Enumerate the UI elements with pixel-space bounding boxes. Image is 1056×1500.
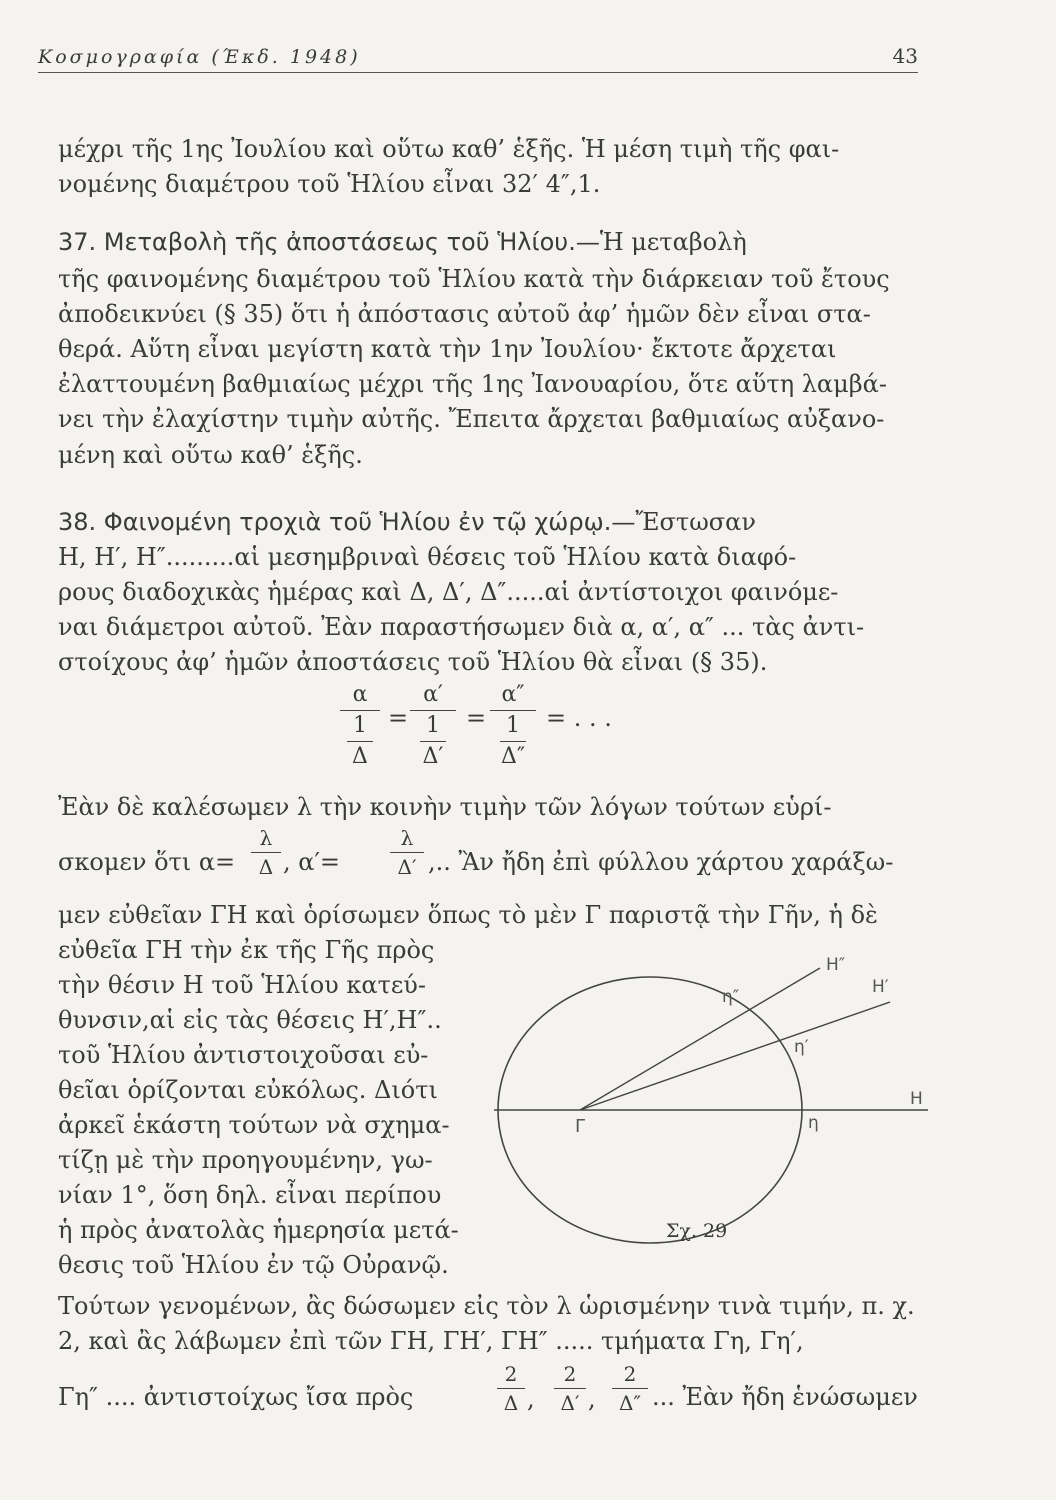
text-fragment: ... Ἐὰν ἤδη ἑνώσωμεν [652,1383,918,1411]
compound-fraction: α 1 Δ [340,684,380,768]
text-line: μέχρι τῆς 1ης Ἰουλίου καὶ οὕτω καθ’ ἑξῆς. Ἡ μέση τιμὴ τῆς φαι- [58,135,840,163]
text-line-lambda: σκομεν ὅτι α= [58,848,236,876]
section-37-heading: 37. Μεταβολὴ τῆς ἀποστάσεως τοῦ Ἡλίου. [58,228,576,256]
text-line: Η, Η′, Η″.........αἱ μεσημβριναὶ θέσεις τοῦ Ἡλίου κατὰ διαφό- [58,543,797,571]
compound-fraction: α′ 1 Δ′ [410,684,456,768]
text-line: τίζῃ μὲ τὴν προηγουμένην, γω- [58,1146,433,1174]
text-line: ἀποδεικνύει (§ 35) ὅτι ἡ ἀπόστασις αὐτοῦ ἀφ’ ἡμῶν δὲν εἶναι στα- [58,300,871,328]
running-header [38,40,918,73]
header-title: Κοσμογραφία (Έκδ. 1948) [38,46,361,68]
text-line: ἡ πρὸς ἀνατολὰς ἡμερησία μετά- [58,1216,459,1244]
comma: , [588,1385,596,1413]
text-line: θερά. Αὕτη εἶναι μεγίστη κατὰ τὴν 1ην Ἰουλίου· ἔκτοτε ἄρχεται [58,335,837,363]
text-line: νίαν 1°, ὅση δηλ. εἶναι περίπου [58,1181,442,1209]
fraction-two-delta-prime: 2 Δ′ [554,1364,586,1413]
text-line: μεν εὐθεῖαν ΓΗ καὶ ὁρίσωμεν ὅπως τὸ μὲν Γ παριστᾷ τὴν Γῆν, ἡ δὲ [58,901,878,929]
label-H-double-prime: Η″ [826,955,846,975]
text-fragment: , α′= [283,848,341,876]
equals-sign: = [388,704,409,732]
text-line: ἐλαττουμένη βαθμιαίως μέχρι τῆς 1ης Ἰανουαρίου, ὅτε αὕτη λαμβά- [58,370,887,398]
figure-caption: Σχ. 29 [666,1220,728,1242]
label-G: Γ [575,1116,586,1137]
label-H: Η [910,1089,923,1109]
text-line: στοίχους ἀφ’ ἡμῶν ἀποστάσεις τοῦ Ἡλίου θὰ εἶναι (§ 35). [58,648,768,676]
fraction-two-delta: 2 Δ [497,1364,525,1413]
text-line: Τούτων γενομένων, ἂς δώσωμεν εἰς τὸν λ ὡρισμένην τινὰ τιμήν, π. χ. [58,1292,915,1320]
text-line: μένη καὶ οὕτω καθ’ ἑξῆς. [58,441,363,469]
compound-fraction: α″ 1 Δ″ [490,684,536,768]
equals-sign: = [466,704,487,732]
text-line: εὐθεῖα ΓΗ τὴν ἐκ τῆς Γῆς πρὸς [58,936,435,964]
text-line: τῆς φαινομένης διαμέτρου τοῦ Ἡλίου κατὰ τὴν διάρκειαν τοῦ ἔτους [58,265,890,293]
comma: , [527,1385,535,1413]
label-eta-prime: η′ [794,1037,809,1057]
text-line: Ἐὰν δὲ καλέσωμεν λ τὴν κοινὴν τιμὴν τῶν λόγων τούτων εὑρί- [58,793,832,821]
fraction-two-delta-double-prime: 2 Δ″ [612,1364,648,1413]
text-line: 2, καὶ ἂς λάβωμεν ἐπὶ τῶν ΓΗ, ΓΗ′, ΓΗ″ ..... τμήματα Γη, Γη′, [58,1327,804,1355]
fraction-lambda-delta-prime: λ Δ′ [390,828,424,877]
text-fragment: ,.. Ἂν ἤδη ἐπὶ φύλλου χάρτου χαράξω- [428,848,894,876]
section-38-line [58,510,756,534]
text-line-last: Γη″ .... ἀντιστοίχως ἴσα πρὸς [58,1383,414,1411]
text-line: ρους διαδοχικὰς ἡμέρας καὶ Δ, Δ′, Δ″.....αἱ ἀντίστοιχοι φαινόμε- [58,578,839,606]
section-37-line [58,230,747,254]
label-eta: η [808,1113,819,1133]
text-line: θεσις τοῦ Ἡλίου ἐν τῷ Οὐρανῷ. [58,1251,449,1279]
text-line: ναι διάμετροι αὐτοῦ. Ἐὰν παραστήσωμεν διὰ α, α′, α″ ... τὰς ἀντι- [58,613,865,641]
text-line: τοῦ Ἡλίου ἀντιστοιχοῦσαι εὐ- [58,1041,429,1069]
text-line: νει τὴν ἐλαχίστην τιμὴν αὐτῆς. Ἔπειτα ἄρχεται βαθμιαίως αὐξανο- [58,405,885,433]
fraction-lambda-delta: λ Δ [251,828,281,877]
equals-ellipsis: = . . . [546,704,612,732]
section-38-heading: 38. Φαινομένη τροχιὰ τοῦ Ἡλίου ἐν τῷ χώρῳ. [58,508,612,536]
section-37-start: —Ἡ μεταβολὴ [575,228,747,256]
text-line: τὴν θέσιν Η τοῦ Ἡλίου κατεύ- [58,971,426,999]
text-line: θεῖαι ὁρίζονται εὐκόλως. Διότι [58,1076,438,1104]
label-eta-double-prime: η″ [722,987,740,1007]
section-38-start: —Ἔστωσαν [611,508,756,536]
text-line: ἀρκεῖ ἑκάστη τούτων νὰ σχημα- [58,1111,450,1139]
label-H-prime: Η′ [872,977,889,997]
page-number: 43 [892,44,918,68]
text-line: θυνσιν,αἱ εἰς τὰς θέσεις Η′,Η″.. [58,1006,442,1034]
text-line: νομένης διαμέτρου τοῦ Ἡλίου εἶναι 32′ 4″,1. [58,170,601,198]
